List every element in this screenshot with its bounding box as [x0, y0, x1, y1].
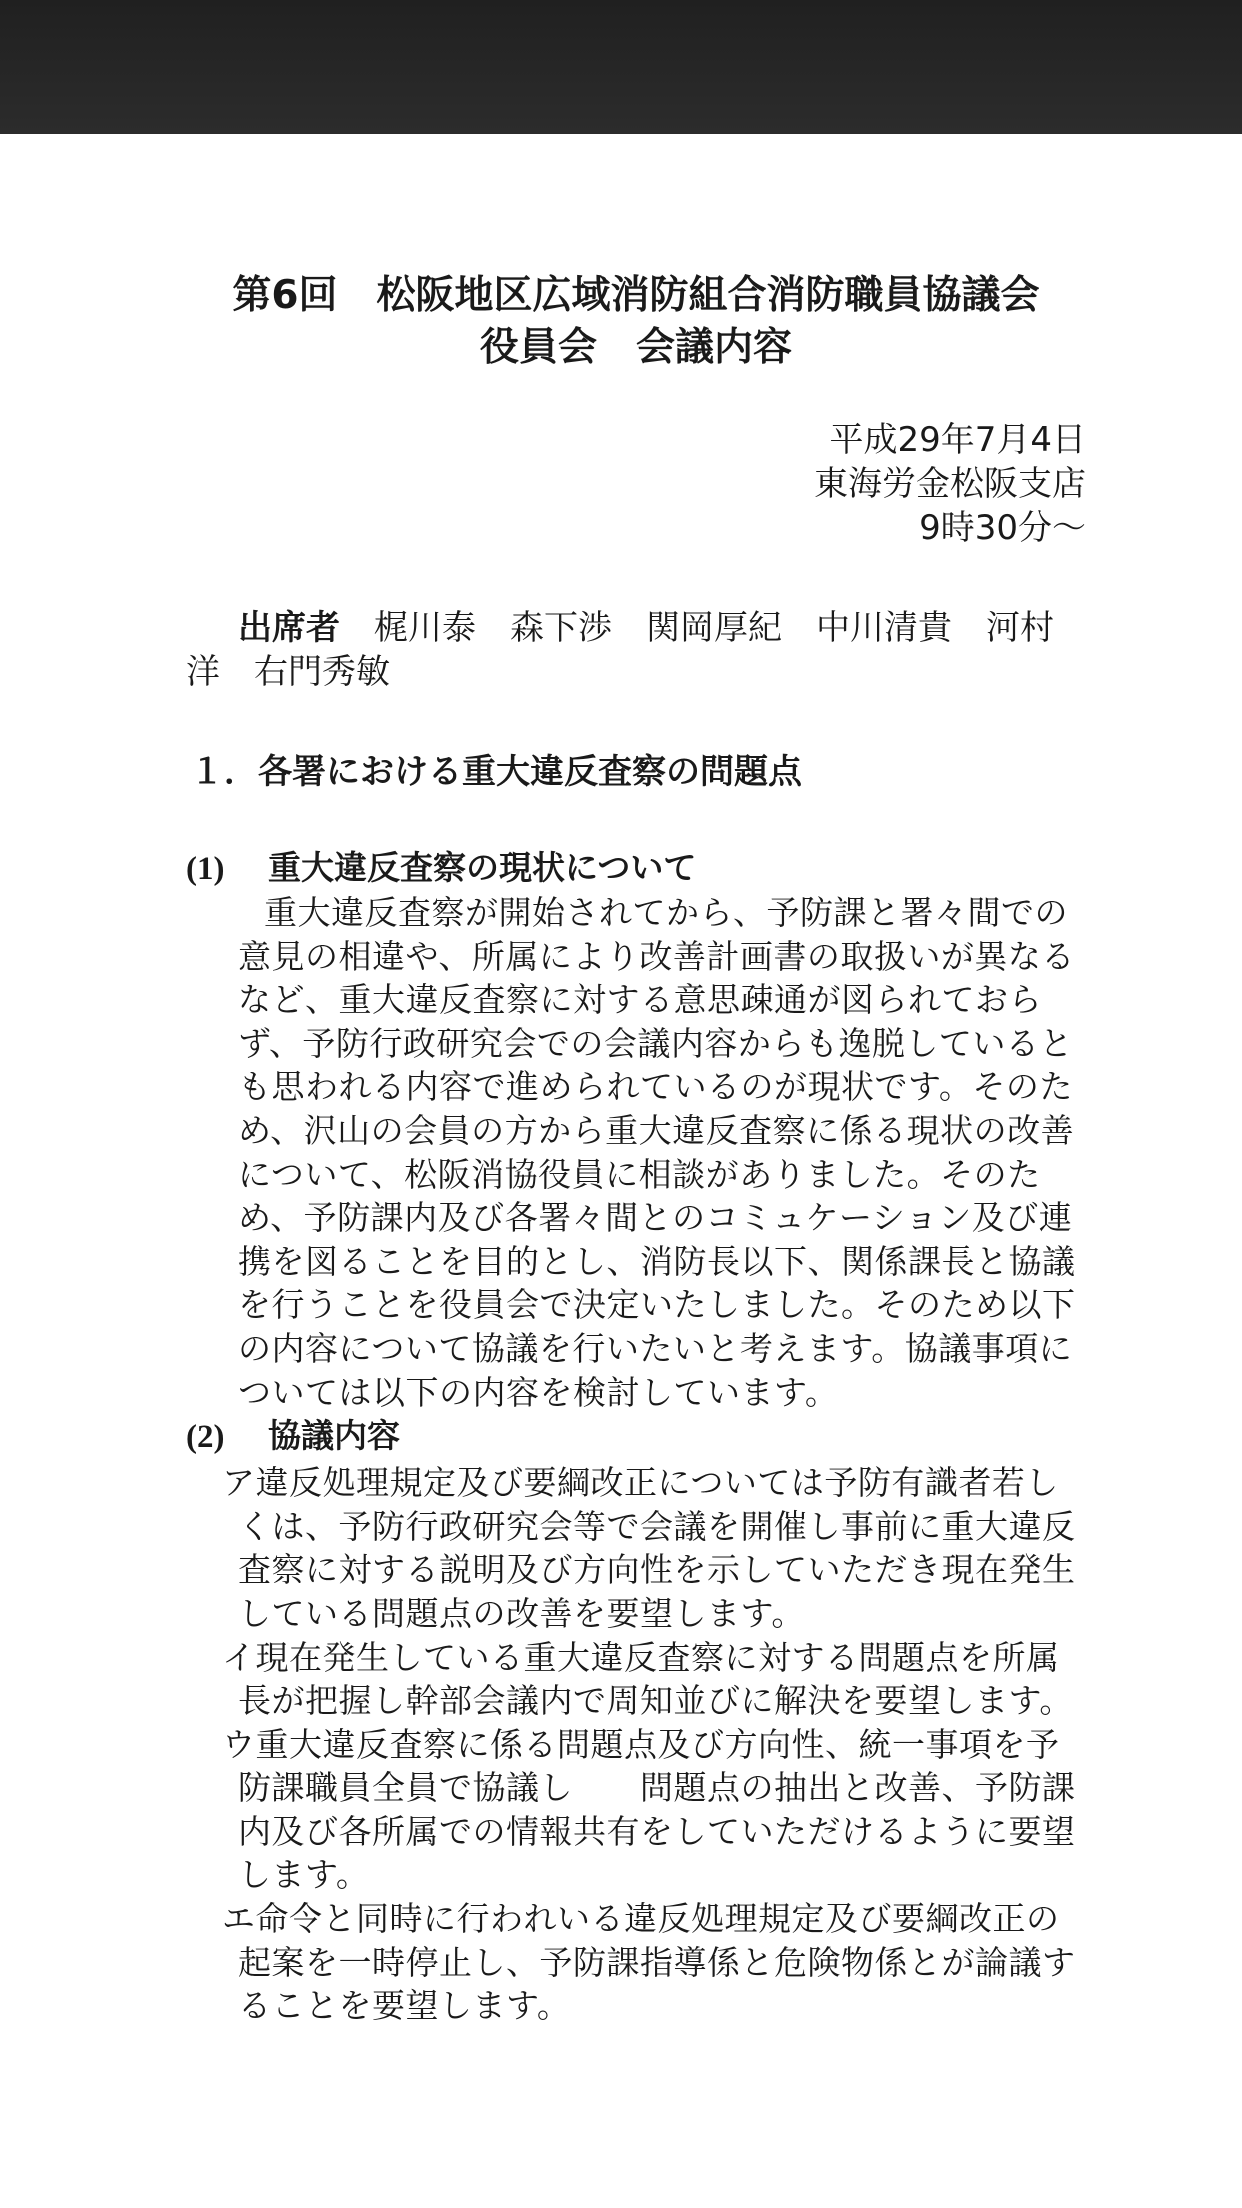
- meeting-time: 9時30分〜: [919, 508, 1086, 548]
- attendees-label: 出席者: [238, 608, 340, 648]
- top-status-bar: [0, 0, 1242, 134]
- subsection-1-title: 重大違反査察の現状について: [268, 848, 697, 887]
- subsection-1-number: (1): [186, 851, 225, 887]
- discussion-item-a: ア違反処理規定及び要綱改正については予防有識者若しくは、予防行政研究会等で会議を開催し事前に重大違反査察に対する説明及び方向性を示していただき現在発生している問題点の改善を要望します。: [222, 1463, 1076, 1633]
- document-page: [186, 270, 1086, 2028]
- subsection-1-body: 重大違反査察が開始されてから、予防課と署々間での意見の相違や、所属により改善計画書の取扱いが異なるなど、重大違反査察に対する意思疎通が図られておらず、予防行政研究会での会議内容からも逸脱しているとも思われる内容で進められているのが現状です。そのため、沢山の会員の方から重大違反査察に係る現状の改善について、松阪消協役員に相談がありました。そのため、予防課内及び各署々間とのコミュケーション及び連携を図ることを目的とし、消防長以下、関係課長と協議を行うことを役員会で決定いたしました。そのため以下の内容について協議を行いたいと考えます。協議事項については以下の内容を検討しています。: [238, 893, 1076, 1412]
- subsection-2-title: 協議内容: [268, 1416, 400, 1456]
- attendees: [186, 606, 1086, 694]
- meeting-meta: [186, 418, 1086, 550]
- subsection-2-number: (2): [186, 1419, 225, 1456]
- attendees-names: 梶川泰 森下渉 関岡厚紀 中川清貴 河村洋 右門秀敏: [186, 608, 1054, 692]
- meeting-date: 平成29年7月4日: [829, 420, 1086, 460]
- subsection-2-heading: [186, 1414, 1086, 1459]
- subsection-1-heading: [186, 846, 1086, 891]
- discussion-items: [186, 1461, 1086, 2028]
- discussion-item-e: エ命令と同時に行われいる違反処理規定及び要綱改正の起案を一時停止し、予防課指導係と危険物係とが論議することを要望します。: [222, 1899, 1076, 2026]
- subsection-1: [186, 846, 1086, 1414]
- subsection-2: [186, 1414, 1086, 2028]
- title-line-1: 第6回 松阪地区広域消防組合消防職員協議会: [232, 273, 1040, 318]
- document-title: [186, 270, 1086, 374]
- meeting-place: 東海労金松阪支店: [814, 464, 1086, 504]
- discussion-item-i: イ現在発生している重大違反査察に対する問題点を所属長が把握し幹部会議内で周知並びに解決を要望します。: [222, 1637, 1073, 1721]
- title-line-2: 役員会 会議内容: [479, 325, 792, 370]
- section-1-heading: １．各署における重大違反査察の問題点: [190, 752, 802, 792]
- discussion-item-u: ウ重大違反査察に係る問題点及び方向性、統一事項を予防課職員全員で協議し 問題点の抽出と改善、予防課内及び各所属での情報共有をしていただけるように要望します。: [222, 1724, 1076, 1895]
